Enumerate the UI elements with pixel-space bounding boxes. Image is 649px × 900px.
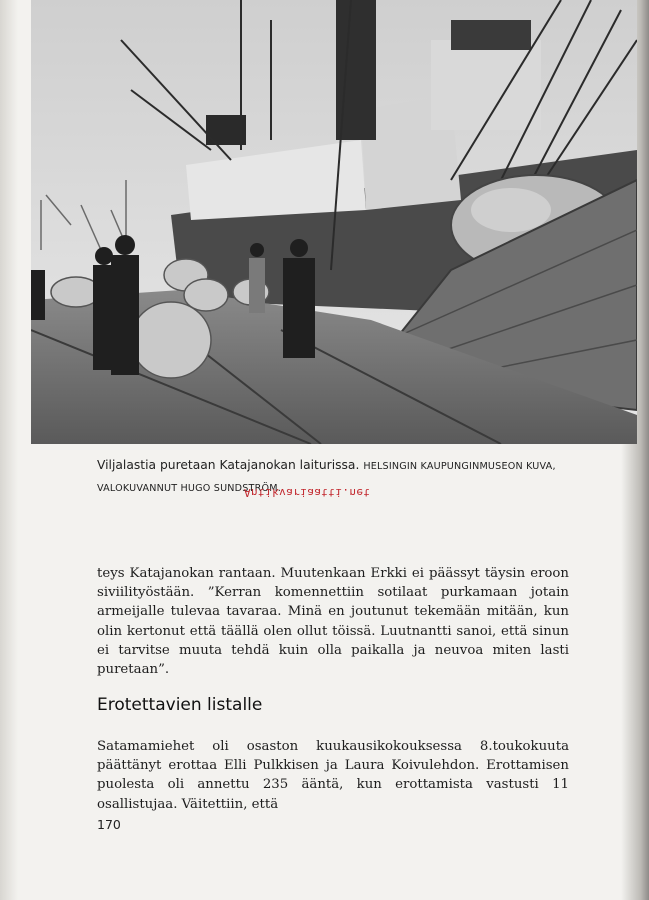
page-number: 170 xyxy=(97,817,121,832)
page-gutter-shadow xyxy=(0,0,18,900)
antikvariaatti-stamp: Antikvariaatti.net xyxy=(244,486,371,499)
harbor-ship-photo xyxy=(31,0,637,444)
caption-credit: HELSINGIN KAUPUNGINMUSEON KUVA, VALOKUVANNUT HUGO SUNDSTRÖM. xyxy=(97,461,556,494)
caption-main: Viljalastia puretaan Katajanokan laiturissa. xyxy=(97,458,360,472)
harbor-ship-photo-icon xyxy=(31,0,637,444)
body-paragraph-1: teys Katajanokan rantaan. Muutenkaan Erkki ei päässyt täysin eroon siviilityöstään. ”Kerran komennettiin sotilaat purkamaan jotain armeijalle tulevaa tavaraa. Minä en joutunut tekemään mitään, kun olin kertonut että täällä olen ollut töissä. Luutnantti sanoi, että sinun ei tarvitse muuta tehdä kuin olla paikalla ja neuvoa miten lasti puretaan”. xyxy=(97,566,569,678)
section-heading: Erotettavien listalle xyxy=(97,695,263,715)
body-paragraph-2: Satamamiehet oli osaston kuukausikokouksessa 8.toukokuuta päättänyt erottaa Elli Pulkkisen ja Laura Koivulehdon. Erottamisen puolesta oli annettu 235 ääntä, kun erottamista vastusti 11 osallistujaa. Väitettiin, että xyxy=(97,739,569,812)
